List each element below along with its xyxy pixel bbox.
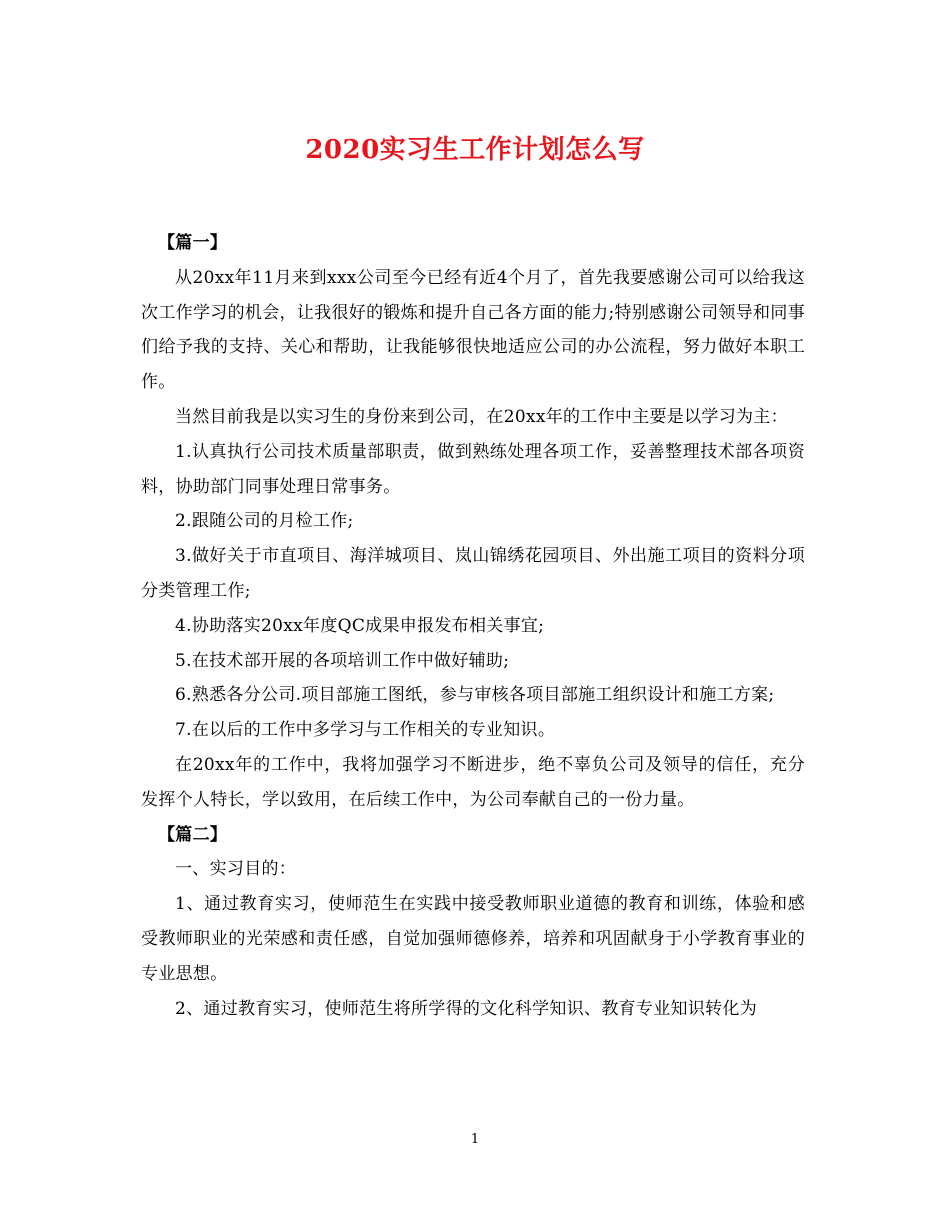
section-heading: 【篇一】: [158, 233, 228, 253]
list-item: 5.在技术部开展的各项培训工作中做好辅助;: [175, 650, 510, 671]
list-item: 1.认真执行公司技术质量部职责，做到熟练处理各项工作，妥善整理技术部各项资料，协助部门同事处理日常事务。: [141, 441, 805, 497]
paragraph: 当然目前我是以实习生的身份来到公司，在20xx年的工作中主要是以学习为主：: [175, 406, 788, 427]
list-item: 3.做好关于市直项目、海洋城项目、岚山锦绣花园项目、外出施工项目的资料分项分类管理工作;: [141, 546, 805, 601]
list-item: 4.协助落实20xx年度QC成果申报发布相关事宜;: [175, 615, 545, 636]
list-item: 2.跟随公司的月检工作;: [175, 511, 354, 532]
list-item: 6.熟悉各分公司.项目部施工图纸，参与审核各项目部施工组织设计和施工方案;: [175, 685, 775, 706]
section-heading: 【篇二】: [158, 824, 228, 845]
document-body: [141, 226, 805, 1026]
document-title: 2020实习生工作计划怎么写: [305, 135, 645, 165]
page-number: 1: [470, 1132, 480, 1147]
list-item: 2、通过教育实习，使师范生将所学得的文化科学知识、教育专业知识转化为: [175, 998, 758, 1019]
paragraph: 从20xx年11月来到xxx公司至今已经有近4个月了，首先我要感谢公司可以给我这次工作学习的机会，让我很好的锻炼和提升自己各方面的能力;特别感谢公司领导和同事们给予我的支持、关心和帮助，让我能够很快地适应公司的办公流程，努力做好本职工作。: [141, 267, 805, 393]
paragraph: 在20xx年的工作中，我将加强学习不断进步，绝不辜负公司及领导的信任，充分发挥个人特长，学以致用，在后续工作中，为公司奉献自己的一份力量。: [141, 754, 805, 810]
list-item: 1、通过教育实习，使师范生在实践中接受教师职业道德的教育和训练，体验和感受教师职业的光荣感和责任感，自觉加强师德修养，培养和巩固献身于小学教育事业的专业思想。: [141, 894, 805, 984]
list-item: 7.在以后的工作中多学习与工作相关的专业知识。: [175, 720, 556, 741]
paragraph: 一、实习目的：: [175, 859, 297, 880]
